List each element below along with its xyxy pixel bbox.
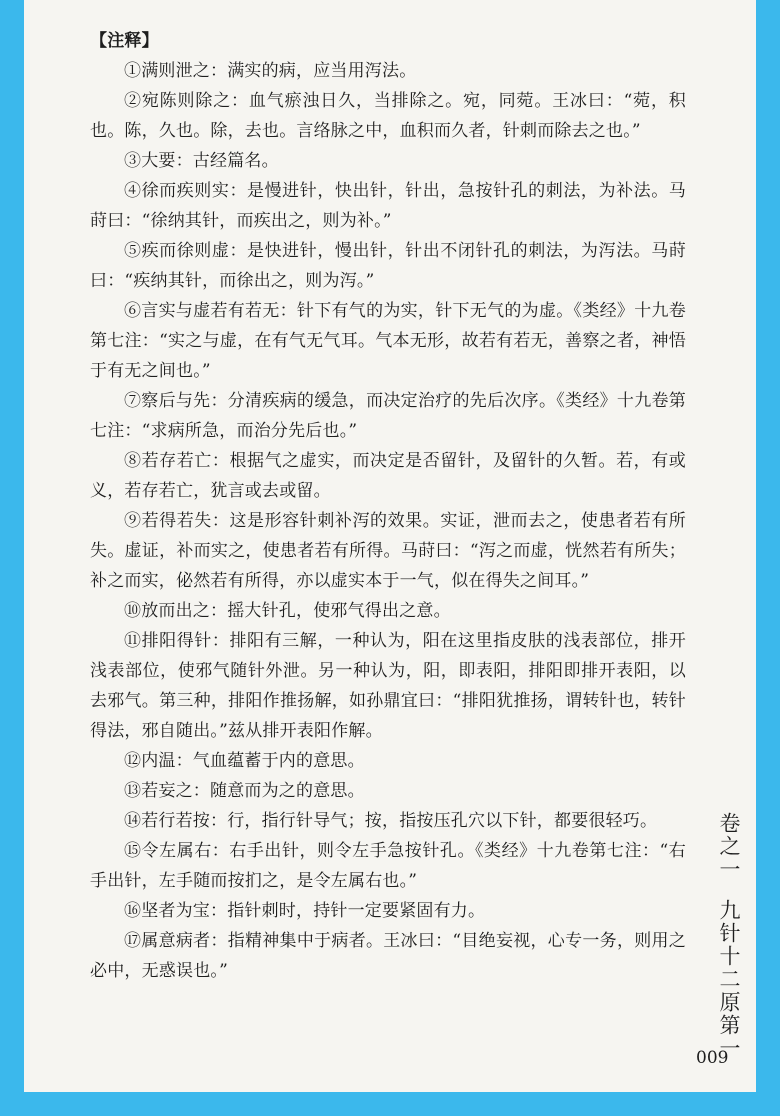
note-item: ⑭若行若按：行，指行针导气；按，指按压孔穴以下针，都要很轻巧。 xyxy=(124,811,658,831)
note-item: ⑯坚者为宝：指针刺时，持针一定要紧固有力。 xyxy=(124,901,486,921)
note-item: ⑤疾而徐则虚：是快进针，慢出针，针出不闭针孔的刺法，为泻法。马莳曰：“疾纳其针，而徐出之，则为泻。” xyxy=(90,241,686,291)
note-item: ①满则泄之：满实的病，应当用泻法。 xyxy=(124,61,417,81)
annotation-section xyxy=(90,26,686,986)
note-item: ⑧若存若亡：根据气之虚实，而决定是否留针，及留针的久暂。若，有或义，若存若亡，犹言或去或留。 xyxy=(90,451,686,501)
volume-label: 卷之一 xyxy=(717,812,741,881)
note-item: ⑨若得若失：这是形容针刺补泻的效果。实证，泄而去之，使患者若有所失。虚证，补而实之，使患者若有所得。马莳曰：“泻之而虚，恍然若有所失；补之而实，佖然若有所得，亦以虚实本于一气，似在得失之间耳。” xyxy=(90,511,686,591)
note-item: ⑪排阳得针：排阳有三解，一种认为，阳在这里指皮肤的浅表部位，排开浅表部位，使邪气随针外泄。另一种认为，阳，即表阳，排阳即排开表阳，以去邪气。第三种，排阳作推扬解，如孙鼎宜曰：“排阳犹推扬，谓转针也，转针得法，邪自随出。”兹从排开表阳作解。 xyxy=(90,631,686,741)
note-item: ④徐而疾则实：是慢进针，快出针，针出，急按针孔的刺法，为补法。马莳曰：“徐纳其针，而疾出之，则为补。” xyxy=(90,181,686,231)
note-item: ⑰属意病者：指精神集中于病者。王冰曰：“目绝妄视，心专一务，则用之必中，无惑误也。” xyxy=(90,931,686,981)
book-page xyxy=(24,0,756,1092)
note-item: ②宛陈则除之：血气瘀浊日久，当排除之。宛，同菀。王冰曰：“菀，积也。陈，久也。除，去也。言络脉之中，血积而久者，针刺而除去之也。” xyxy=(90,91,686,141)
page-number: 009 xyxy=(696,1048,729,1068)
running-title xyxy=(714,812,742,1060)
note-item: ③大要：古经篇名。 xyxy=(124,151,279,171)
section-heading: 【注释】 xyxy=(90,31,159,51)
note-item: ⑬若妄之：随意而为之的意思。 xyxy=(124,781,365,801)
note-item: ⑦察后与先：分清疾病的缓急，而决定治疗的先后次序。《类经》十九卷第七注：“求病所急，而治分先后也。” xyxy=(90,391,686,441)
note-item: ⑩放而出之：摇大针孔，使邪气得出之意。 xyxy=(124,601,451,621)
chapter-label: 九针十二原第一 xyxy=(717,899,741,1060)
notes-list xyxy=(90,56,686,986)
note-item: ⑮令左属右：右手出针，则令左手急按针孔。《类经》十九卷第七注：“右手出针，左手随而按扪之，是令左属右也。” xyxy=(90,841,686,891)
note-item: ⑥言实与虚若有若无：针下有气的为实，针下无气的为虚。《类经》十九卷第七注：“实之与虚，在有气无气耳。气本无形，故若有若无，善察之者，神悟于有无之间也。” xyxy=(90,301,686,381)
note-item: ⑫内温：气血蕴蓄于内的意思。 xyxy=(124,751,365,771)
